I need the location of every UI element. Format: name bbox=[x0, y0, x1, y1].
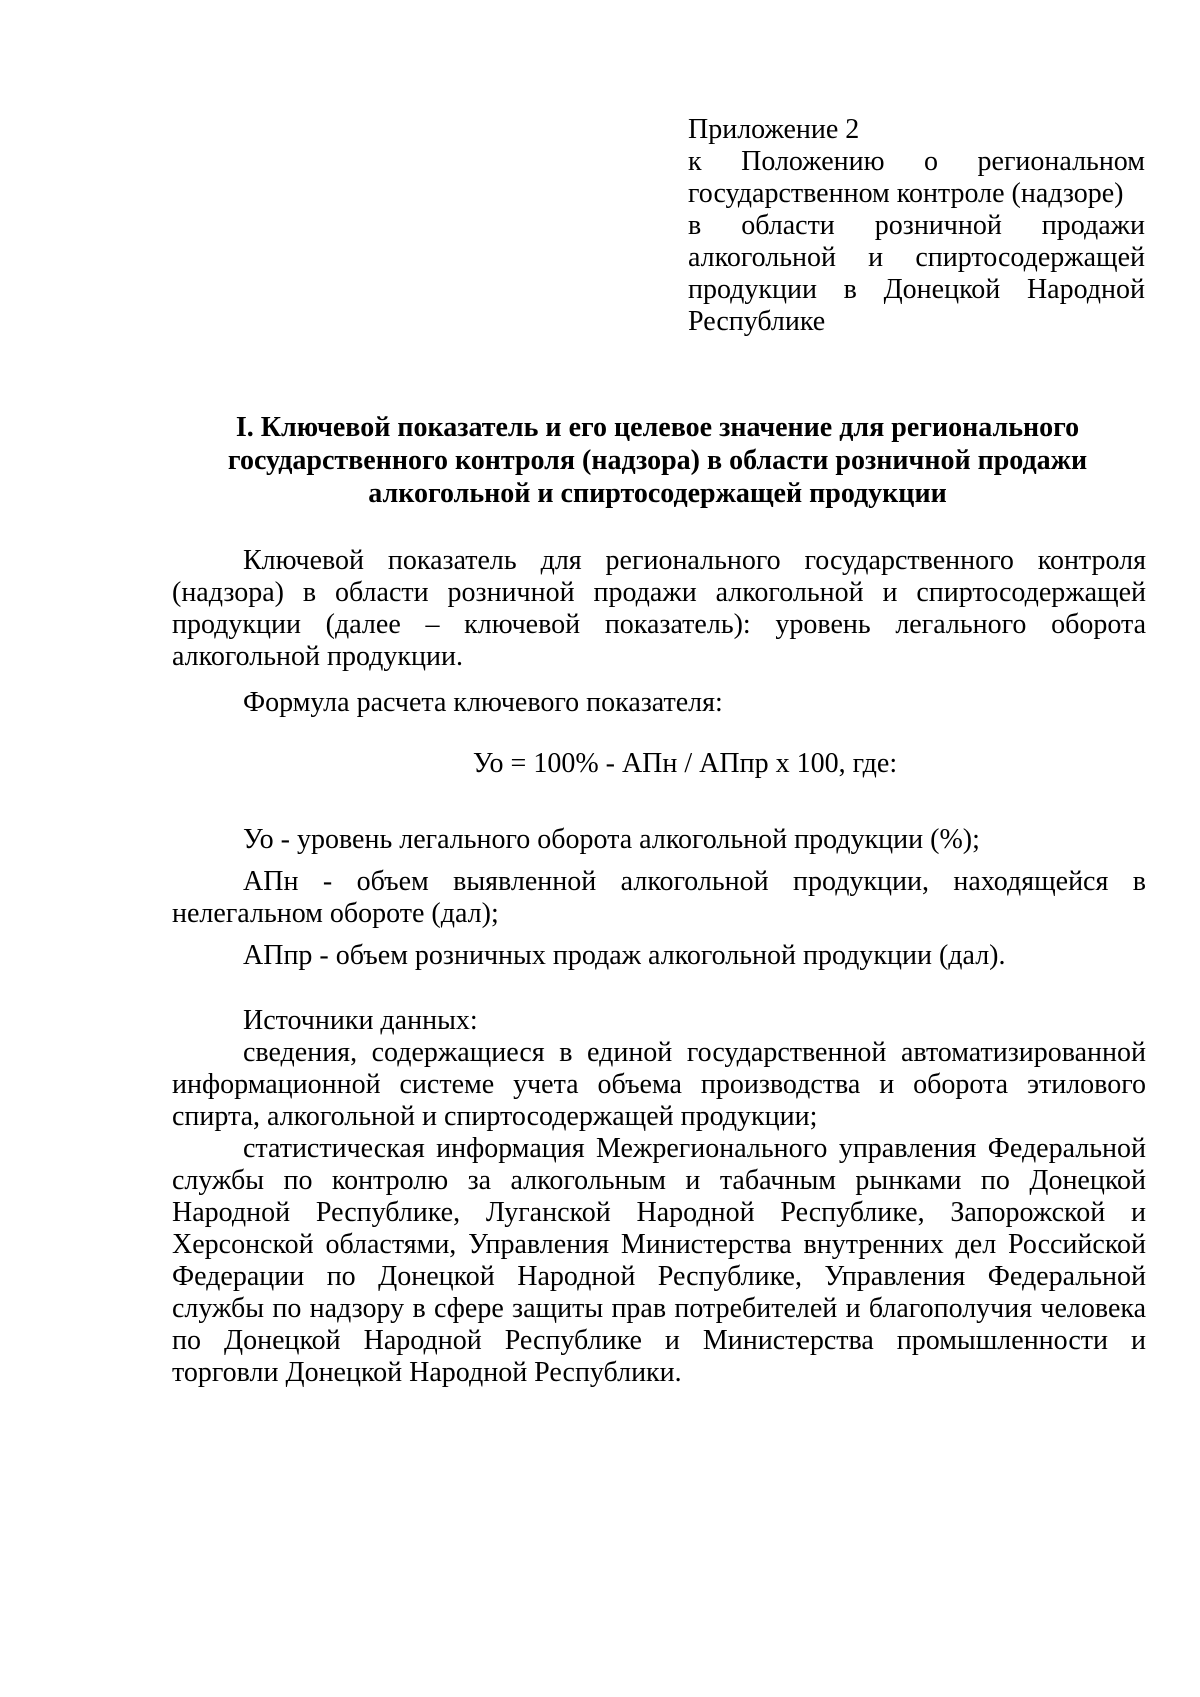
appendix-line: в области розничной продажи bbox=[688, 210, 1145, 241]
formula-label-block bbox=[172, 687, 1146, 719]
appendix-line: алкогольной и спиртосодержащей bbox=[688, 242, 1145, 273]
source-item: статистическая информация Межрегионального управления Федеральной службы по контролю за алкогольным и табачным рынками по Донецкой Народной Республике, Луганской Народной Республике, Запорожской и Херсонской областями, Управления Министерства внутренних дел Российской Федерации по Донецкой Народной Республике, Управления Федеральной службы по надзору в сфере защиты прав потребителей и благополучия человека по Донецкой Народной Республике и Министерства промышленности и торговли Донецкой Народной Республики. bbox=[172, 1133, 1146, 1388]
intro-block bbox=[172, 545, 1146, 673]
appendix-line: государственном контроле (надзоре) bbox=[688, 178, 1124, 209]
formula-label: Формула расчета ключевого показателя: bbox=[243, 687, 723, 718]
heading-line: алкогольной и спиртосодержащей продукции bbox=[368, 478, 947, 509]
formula: Уо = 100% - АПн / АПпр х 100, где: bbox=[472, 748, 898, 779]
appendix-line: к Положению о региональном bbox=[688, 146, 1145, 177]
intro-paragraph: Ключевой показатель для регионального государственного контроля (надзора) в области розничной продажи алкогольной и спиртосодержащей продукции (далее – ключевой показатель): уровень легального оборота алкогольной продукции. bbox=[172, 545, 1146, 672]
appendix-line: Республике bbox=[688, 306, 826, 337]
sources-title: Источники данных: bbox=[243, 1005, 478, 1036]
definition-uo: Уо - уровень легального оборота алкогольной продукции (%); bbox=[243, 824, 980, 855]
appendix-reference bbox=[688, 114, 1145, 338]
section-heading bbox=[170, 411, 1145, 510]
data-sources bbox=[172, 1005, 1146, 1389]
appendix-line: продукции в Донецкой Народной bbox=[688, 274, 1145, 305]
appendix-number: Приложение 2 bbox=[688, 114, 860, 145]
definition-appr: АПпр - объем розничных продаж алкогольной продукции (дал). bbox=[243, 940, 1006, 971]
heading-line: государственного контроля (надзора) в области розничной продажи bbox=[227, 445, 1088, 476]
definition-apn: АПн - объем выявленной алкогольной продукции, находящейся в нелегальном обороте (дал); bbox=[172, 866, 1146, 929]
heading-line: I. Ключевой показатель и его целевое значение для регионального bbox=[235, 412, 1080, 443]
source-item: сведения, содержащиеся в единой государственной автоматизированной информационной системе учета объема производства и оборота этилового спирта, алкогольной и спиртосодержащей продукции; bbox=[172, 1037, 1146, 1132]
